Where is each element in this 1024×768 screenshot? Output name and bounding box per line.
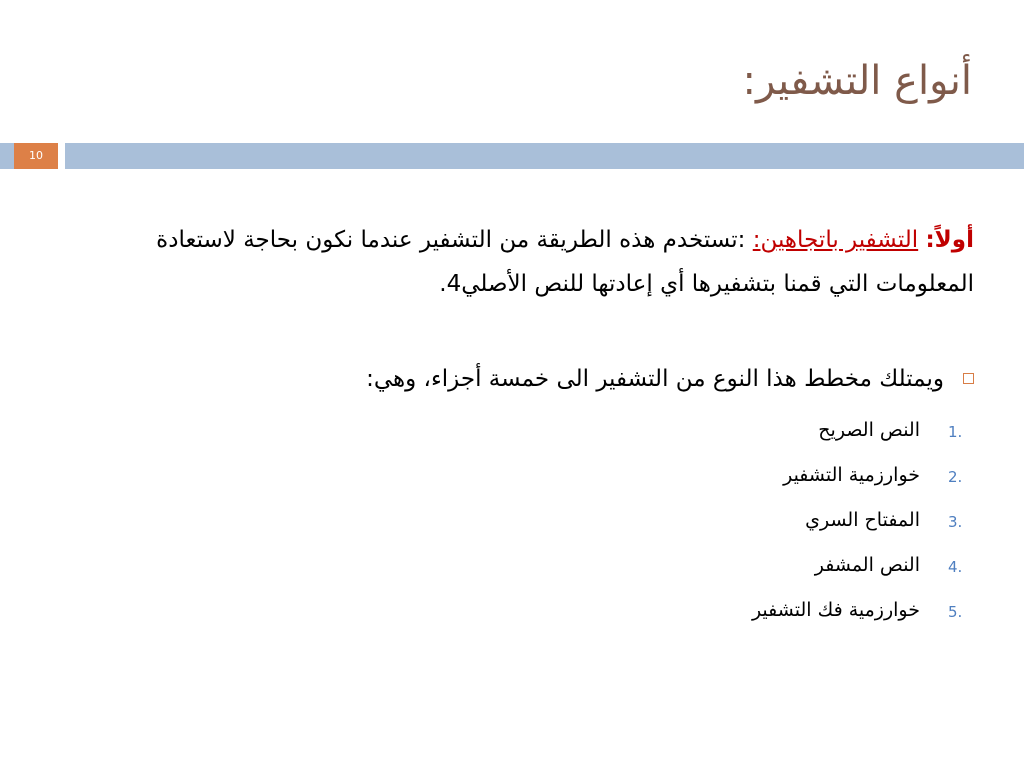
intro-label: أولاً: (925, 227, 974, 253)
bullet-text: ويمتلك مخطط هذا النوع من التشفير الى خمسة أجزاء، وهي: (366, 366, 944, 392)
list-item-label: خوارزمية التشفير (783, 464, 920, 486)
list-number: 1. (948, 423, 963, 441)
header-band-left (0, 143, 14, 169)
list-item (752, 550, 963, 595)
header-band (65, 143, 1024, 169)
list-item (752, 460, 963, 505)
list-item (752, 415, 963, 460)
bullet-square-icon (963, 373, 974, 384)
list-number: 2. (948, 468, 963, 486)
list-item-label: خوارزمية فك التشفير (751, 599, 920, 621)
intro-term: التشفير باتجاهين: (752, 227, 919, 253)
intro-text: :تستخدم هذه الطريقة من التشفير عندما نكون بحاجة لاستعادة المعلومات التي قمنا بتشفيرها أي إعادتها للنص الأصلي4. (156, 227, 974, 297)
list-number: 4. (948, 558, 963, 576)
parts-list (751, 415, 963, 640)
list-item (751, 595, 963, 640)
slide-title: أنواع التشفير: (742, 58, 972, 104)
list-number: 5. (948, 603, 963, 621)
list-item-label: النص المشفر (814, 554, 920, 576)
list-item-label: النص الصريح (818, 419, 920, 441)
list-item-label: المفتاح السري (805, 509, 920, 531)
slide-number-badge: 10 (14, 143, 58, 169)
list-item (752, 505, 963, 550)
list-number: 3. (948, 513, 963, 531)
intro-paragraph (92, 218, 974, 306)
